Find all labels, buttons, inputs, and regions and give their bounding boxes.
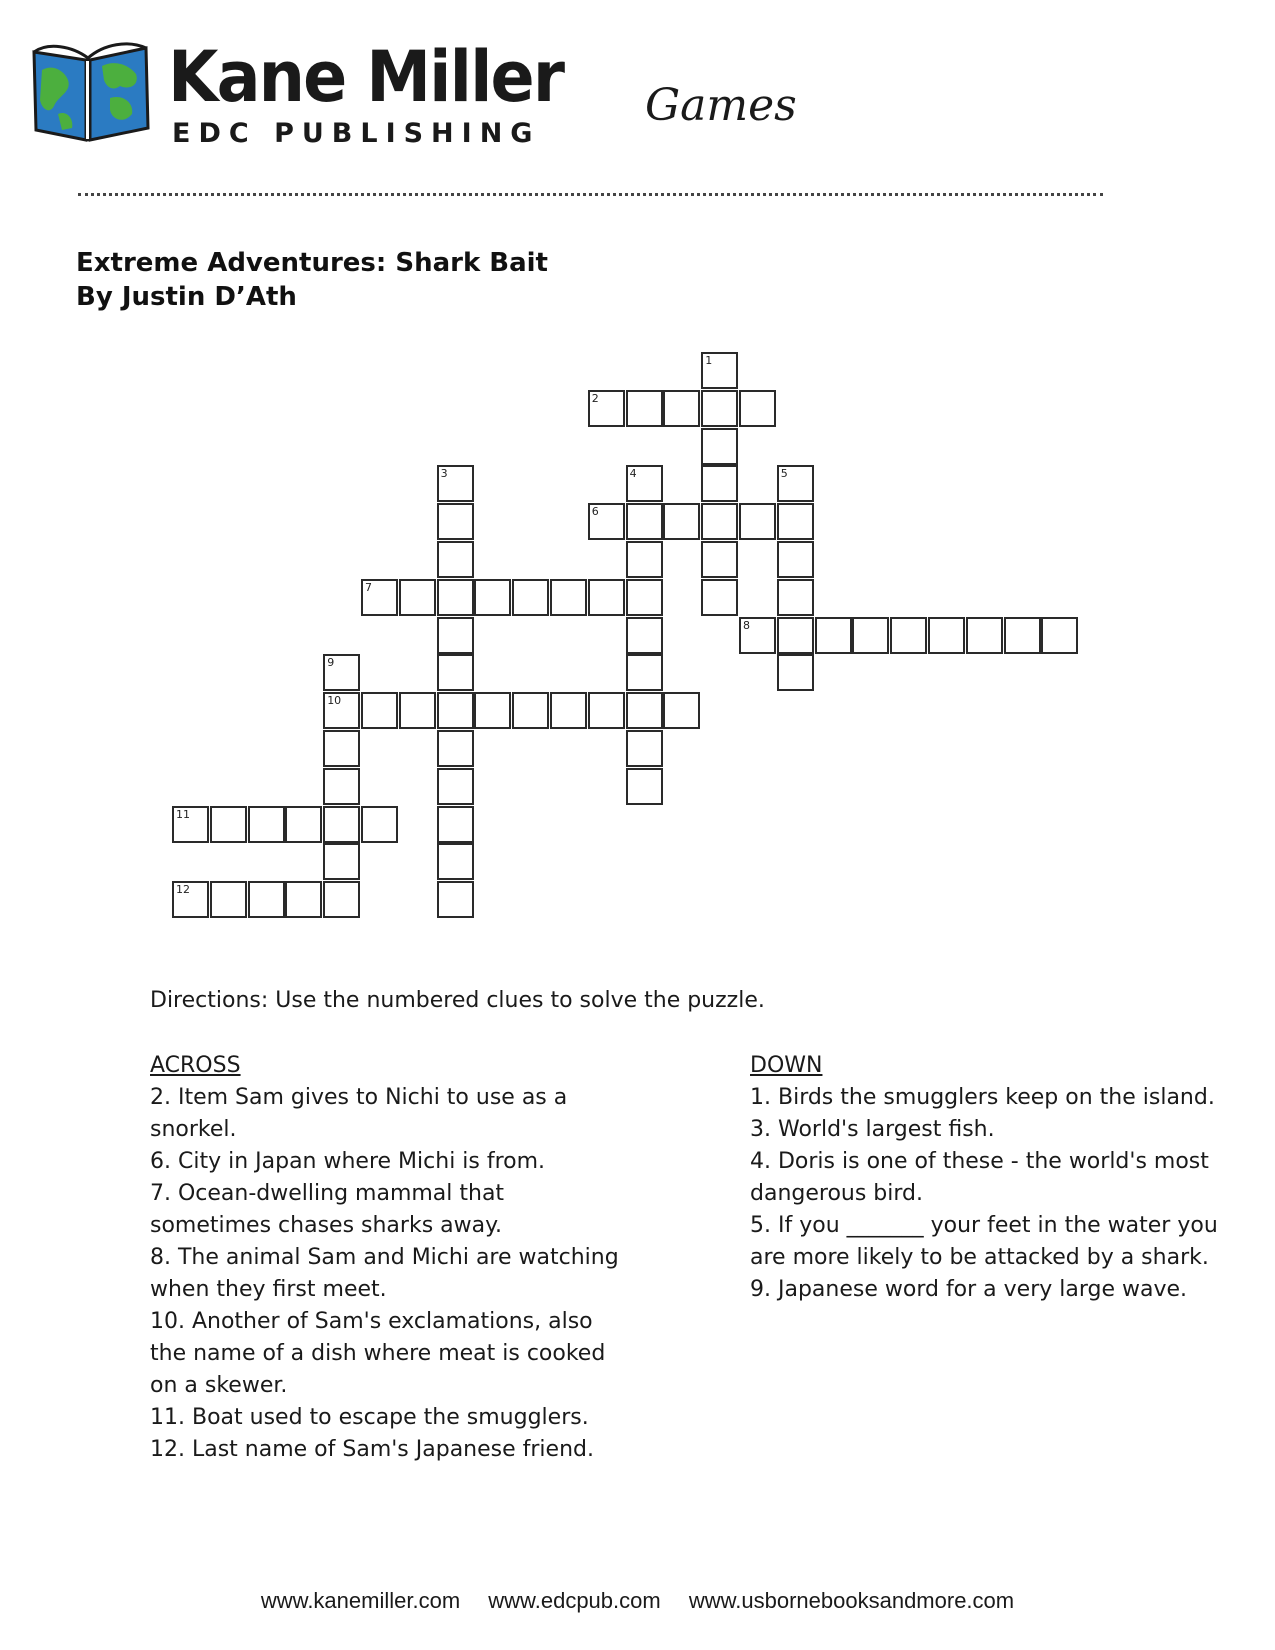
crossword-cell[interactable] bbox=[323, 768, 360, 805]
crossword-cell[interactable] bbox=[399, 579, 436, 616]
crossword-cell[interactable] bbox=[777, 617, 814, 654]
crossword-cell[interactable] bbox=[701, 579, 738, 616]
crossword-cell[interactable] bbox=[285, 881, 322, 918]
crossword-cell[interactable] bbox=[210, 806, 247, 843]
crossword-cell[interactable] bbox=[172, 806, 209, 843]
clue-number: 2 bbox=[591, 391, 599, 405]
crossword-cell[interactable] bbox=[323, 806, 360, 843]
clue-number: 7 bbox=[365, 580, 372, 594]
crossword-cell[interactable] bbox=[437, 617, 474, 654]
footer-link-kanemiller[interactable]: www.kanemiller.com bbox=[260, 1588, 461, 1613]
down-clues bbox=[750, 1050, 1220, 1306]
crossword-cell[interactable] bbox=[626, 465, 663, 502]
crossword-cell[interactable] bbox=[663, 692, 700, 729]
crossword-cell[interactable] bbox=[588, 579, 625, 616]
crossword-cell[interactable] bbox=[323, 881, 360, 918]
crossword-cell[interactable] bbox=[437, 579, 474, 616]
crossword-cell[interactable] bbox=[966, 617, 1003, 654]
crossword-cell[interactable] bbox=[588, 503, 625, 540]
crossword-cell[interactable] bbox=[739, 390, 776, 427]
crossword-cell[interactable] bbox=[248, 881, 285, 918]
crossword-cell[interactable] bbox=[626, 730, 663, 767]
footer-links bbox=[0, 1588, 1275, 1614]
crossword-cell[interactable] bbox=[626, 692, 663, 729]
crossword-cell[interactable] bbox=[437, 843, 474, 880]
directions: Directions: Use the numbered clues to solve the puzzle. bbox=[150, 988, 765, 1013]
down-clue: 3. World's largest fish. bbox=[750, 1117, 995, 1142]
down-clue: 5. If you _______ your feet in the water you are more likely to be attacked by a shark. bbox=[750, 1213, 1218, 1270]
crossword-cell[interactable] bbox=[323, 692, 360, 729]
crossword-cell[interactable] bbox=[588, 692, 625, 729]
crossword-cell[interactable] bbox=[701, 465, 738, 502]
crossword-cell[interactable] bbox=[928, 617, 965, 654]
crossword-cell[interactable] bbox=[626, 654, 663, 691]
crossword-cell[interactable] bbox=[512, 579, 549, 616]
crossword-cell[interactable] bbox=[323, 654, 360, 691]
crossword-cell[interactable] bbox=[663, 503, 700, 540]
crossword-cell[interactable] bbox=[437, 465, 474, 502]
crossword-cell[interactable] bbox=[777, 503, 814, 540]
crossword-cell[interactable] bbox=[626, 617, 663, 654]
crossword-cell[interactable] bbox=[210, 881, 247, 918]
crossword-cell[interactable] bbox=[437, 654, 474, 691]
across-clue: 2. Item Sam gives to Nichi to use as a snorkel. bbox=[150, 1085, 568, 1142]
crossword-cell[interactable] bbox=[626, 503, 663, 540]
across-clue: 6. City in Japan where Michi is from. bbox=[150, 1149, 546, 1174]
crossword-cell[interactable] bbox=[437, 768, 474, 805]
clue-number: 11 bbox=[176, 807, 190, 821]
crossword-cell[interactable] bbox=[626, 579, 663, 616]
crossword-cell[interactable] bbox=[437, 541, 474, 578]
across-clue: 7. Ocean-dwelling mammal that sometimes chases sharks away. bbox=[150, 1181, 505, 1238]
footer-link-edcpub[interactable]: www.edcpub.com bbox=[488, 1588, 661, 1613]
crossword-cell[interactable] bbox=[777, 465, 814, 502]
brand-subtitle: EDC PUBLISHING bbox=[172, 118, 541, 149]
crossword-cell[interactable] bbox=[701, 503, 738, 540]
crossword-cell[interactable] bbox=[550, 579, 587, 616]
crossword-cell[interactable] bbox=[323, 730, 360, 767]
across-clue: 10. Another of Sam's exclamations, also the name of a dish where meat is cooked on a skewer. bbox=[150, 1309, 606, 1398]
across-clue: 8. The animal Sam and Michi are watching when they first meet. bbox=[150, 1245, 619, 1302]
across-clue: 11. Boat used to escape the smugglers. bbox=[150, 1405, 589, 1430]
crossword-cell[interactable] bbox=[701, 541, 738, 578]
crossword-cell[interactable] bbox=[172, 881, 209, 918]
crossword-cell[interactable] bbox=[739, 617, 776, 654]
crossword-cell[interactable] bbox=[777, 654, 814, 691]
clue-number: 12 bbox=[176, 883, 190, 897]
crossword-cell[interactable] bbox=[588, 390, 625, 427]
crossword-cell[interactable] bbox=[437, 503, 474, 540]
crossword-cell[interactable] bbox=[701, 390, 738, 427]
crossword-cell[interactable] bbox=[626, 541, 663, 578]
crossword-cell[interactable] bbox=[437, 806, 474, 843]
crossword-cell[interactable] bbox=[361, 692, 398, 729]
down-heading: DOWN bbox=[750, 1053, 823, 1078]
clue-number: 5 bbox=[780, 467, 788, 481]
across-clue: 12. Last name of Sam's Japanese friend. bbox=[150, 1437, 594, 1462]
down-clue: 4. Doris is one of these - the world's most dangerous bird. bbox=[750, 1149, 1209, 1206]
crossword-cell[interactable] bbox=[701, 352, 738, 389]
footer-link-usborne[interactable]: www.usbornebooksandmore.com bbox=[688, 1588, 1015, 1613]
divider bbox=[78, 193, 1103, 196]
crossword-cell[interactable] bbox=[777, 579, 814, 616]
crossword-cell[interactable] bbox=[550, 692, 587, 729]
crossword-cell[interactable] bbox=[512, 692, 549, 729]
clue-number: 6 bbox=[591, 505, 599, 519]
crossword-cell[interactable] bbox=[663, 390, 700, 427]
down-clue: 1. Birds the smugglers keep on the island. bbox=[750, 1085, 1215, 1110]
crossword-cell[interactable] bbox=[285, 806, 322, 843]
clue-number: 1 bbox=[705, 354, 713, 367]
crossword-cell[interactable] bbox=[437, 730, 474, 767]
clue-number: 8 bbox=[743, 618, 750, 632]
crossword-cell[interactable] bbox=[890, 617, 927, 654]
crossword-cell[interactable] bbox=[626, 390, 663, 427]
crossword-cell[interactable] bbox=[399, 692, 436, 729]
crossword-cell[interactable] bbox=[852, 617, 889, 654]
book-title: Extreme Adventures: Shark Bait bbox=[76, 248, 548, 278]
crossword-cell[interactable] bbox=[323, 843, 360, 880]
crossword-cell[interactable] bbox=[739, 503, 776, 540]
crossword-cell[interactable] bbox=[1041, 617, 1078, 654]
crossword-cell[interactable] bbox=[1004, 617, 1041, 654]
crossword-cell[interactable] bbox=[437, 881, 474, 918]
crossword-cell[interactable] bbox=[701, 428, 738, 465]
crossword-cell[interactable] bbox=[437, 692, 474, 729]
clue-number: 10 bbox=[327, 694, 342, 708]
crossword-cell[interactable] bbox=[777, 541, 814, 578]
book-author: By Justin D’Ath bbox=[76, 282, 297, 312]
crossword-cell[interactable] bbox=[361, 806, 398, 843]
section-label: Games bbox=[645, 80, 797, 131]
crossword-cell[interactable] bbox=[474, 579, 511, 616]
crossword-cell[interactable] bbox=[474, 692, 511, 729]
crossword-cell[interactable] bbox=[361, 579, 398, 616]
across-heading: ACROSS bbox=[150, 1053, 241, 1078]
down-clue: 9. Japanese word for a very large wave. bbox=[750, 1277, 1188, 1302]
globe-book-logo-icon bbox=[28, 40, 153, 145]
clue-number: 4 bbox=[629, 467, 637, 481]
clue-number: 3 bbox=[440, 467, 448, 481]
crossword-cell[interactable] bbox=[248, 806, 285, 843]
crossword-cell[interactable] bbox=[815, 617, 852, 654]
crossword-cell[interactable] bbox=[626, 768, 663, 805]
clue-number: 9 bbox=[327, 656, 335, 670]
across-clues bbox=[150, 1050, 620, 1466]
brand-name: Kane Miller bbox=[168, 36, 564, 118]
